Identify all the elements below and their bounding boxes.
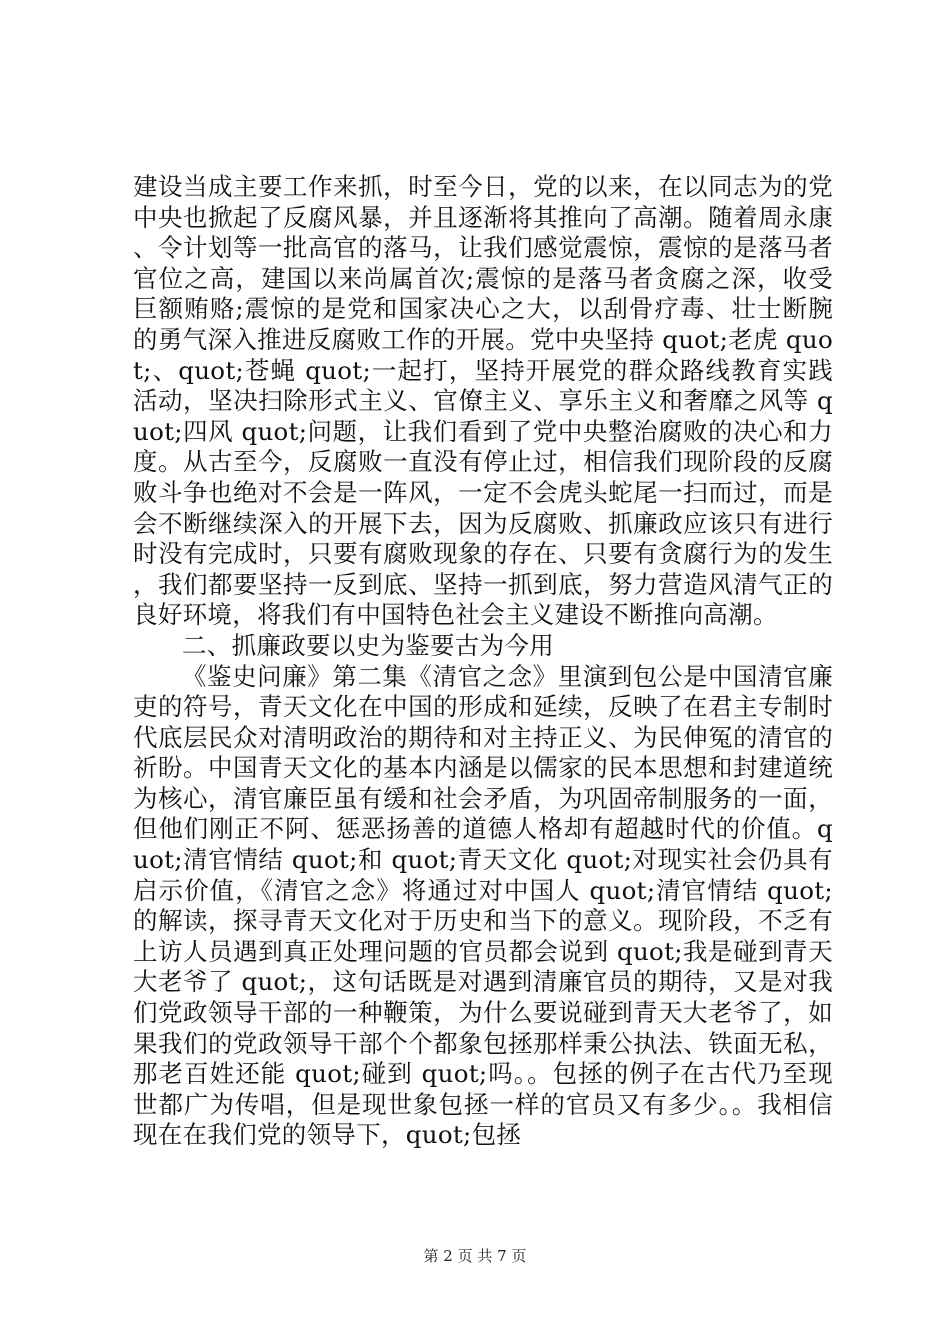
page-footer: 第 2 页 共 7 页 — [423, 1247, 527, 1265]
section-heading: 二、抓廉政要以史为鉴要古为今用 — [182, 630, 554, 660]
paragraph-1: 建设当成主要工作来抓，时至今日，党的以来，在以同志为的党中央也掀起了反腐风暴，并且逐渐将其推向了高潮。随着周永康、令计划等一批高官的落马，让我们感觉震惊，震惊的是落马者官位之高，建国以来尚属首次;震惊的是落马者贪腐之深，收受巨额贿赂;震惊的是党和国家决心之大，以刮骨疗毒、壮士断腕的勇气深入推进反腐败工作的开展。党中央坚持 quot;老虎 quot;、quot;苍蝇 quot;一起打，坚持开展党的群众路线教育实践活动，坚决扫除形式主义、官僚主义、享乐主义和奢靡之风等 quot;四风 quot;问题，让我们看到了党中央整治腐败的决心和力度。从古至今，反腐败一直没有停止过，相信我们现阶段的反腐败斗争也绝对不会是一阵风，一定不会虎头蛇尾一扫而过，而是会不断继续深入的开展下去，因为反腐败、抓廉政应该只有进行时没有完成时，只要有腐败现象的存在、只要有贪腐行为的发生，我们都要坚持一反到底、坚持一抓到底，努力营造风清气正的良好环境，将我们有中国特色社会主义建设不断推向高潮。 — [133, 172, 833, 630]
document-body — [133, 172, 833, 1151]
paragraph-2: 《鉴史问廉》第二集《清官之念》里演到包公是中国清官廉吏的符号，青天文化在中国的形成和延续，反映了在君主专制时代底层民众对清明政治的期待和对主持正义、为民伸冤的清官的祈盼。中国青天文化的基本内涵是以儒家的民本思想和封建道统为核心，清官廉臣虽有缓和社会矛盾，为巩固帝制服务的一面，但他们刚正不阿、惩恶扬善的道德人格却有超越时代的价值。quot;清官情结 quot;和 quot;青天文化 quot;对现实社会仍具有启示价值，《清官之念》将通过对中国人 quot;清官情结 quot;的解读，探寻青天文化对于历史和当下的意义。现阶段，不乏有上访人员遇到真正处理问题的官员都会说到 quot;我是碰到青天大老爷了 quot;，这句话既是对遇到清廉官员的期待，又是对我们党政领导干部的一种鞭策，为什么要说碰到青天大老爷了，如果我们的党政领导干部个个都象包拯那样秉公执法、铁面无私，那老百姓还能 quot;碰到 quot;吗。。包拯的例子在古代乃至现世都广为传唱，但是现世象包拯一样的官员又有多少。。我相信现在在我们党的领导下，quot;包拯 — [133, 661, 833, 1150]
